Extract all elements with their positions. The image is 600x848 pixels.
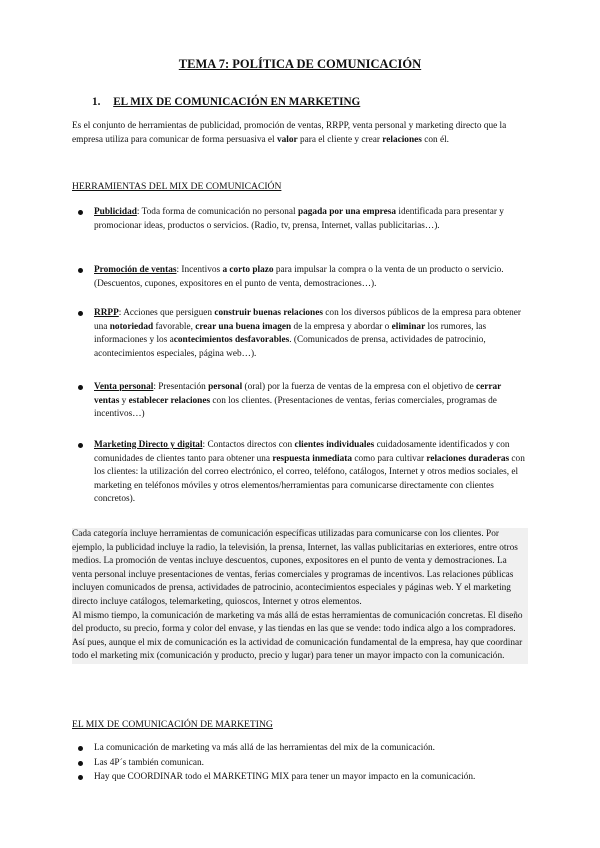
bullet-icon (78, 210, 83, 215)
mix-bullet: La comunicación de marketing va más allá de las herramientas del mix de la comunicación. (72, 742, 528, 756)
bullet-icon (78, 443, 83, 448)
shaded-paragraph-1: Cada categoría incluye herramientas de comunicación específicas utilizadas para comunicarse con los clientes. Por ejemplo, la publicidad incluye la radio, la televisión, la prensa, Internet, las vallas publicitarias en exteriores, entre otros medios. La promoción de ventas incluye descuentos, cupones, expositores en el punto de venta y demostraciones. La venta personal incluye presentaciones de ventas, ferias comerciales y programas de incentivos. Las relaciones públicas incluyen comunicados de prensa, actividades de patrocinio, acontecimientos especiales y páginas web. Y el marketing directo incluye catálogos, telemarketing, quioscos, Internet y otros elementos. (72, 529, 518, 607)
mix-bullet: Las 4P´s también comunican. (72, 757, 528, 771)
page-title: TEMA 7: POLÍTICA DE COMUNICACIÓN (178, 57, 422, 71)
highlighted-text-block (72, 528, 528, 664)
bullet-icon (78, 761, 83, 766)
tool-publicidad: Publicidad: Toda forma de comunicación no personal pagada por una empresa identificada para presentar y promocionar ideas, productos o servicios. (Radio, tv, prensa, Internet, vallas publicitarias…). (72, 206, 528, 233)
mix-bullet: Hay que COORDINAR todo el MARKETING MIX para tener un mayor impacto en la comunicación. (72, 771, 528, 785)
intro-paragraph: Es el conjunto de herramientas de publicidad, promoción de ventas, RRPP, venta personal y marketing directo que la empresa utiliza para comunicar de forma persuasiva el valor para el cliente y crear relaciones con él. (72, 121, 507, 145)
bullet-icon (78, 385, 83, 390)
section-title: EL MIX DE COMUNICACIÓN EN MARKETING (113, 96, 361, 108)
section-heading (92, 96, 360, 110)
tool-marketing-directo: Marketing Directo y digital: Contactos directos con clientes individuales cuidadosamente identificados y con comunidades de clientes tanto para obtener una respuesta inmediata como para cultivar relaciones duraderas con los clientes: la utilización del correo electrónico, el correo, teléfono, catálogos, Internet y otros medios sociales, el marketing en teléfonos móviles y otros elementos/herramientas para comunicarse directamente con clientes concretos). (72, 439, 528, 507)
tool-promocion-ventas: Promoción de ventas: Incentivos a corto plazo para impulsar la compra o la venta de un producto o servicio. (Descuentos, cupones, expositores en el punto de venta, demostraciones…). (72, 264, 528, 291)
tool-rrpp: RRPP: Acciones que persiguen construir buenas relaciones con los diversos públicos de la empresa para obtener una notoriedad favorable, crear una buena imagen de la empresa y abordar o eliminar los rumores, las informaciones y los acontecimientos desfavorables. (Comunicados de prensa, actividades de patrocinio, acontecimientos especiales, página web…). (72, 307, 528, 361)
bullet-icon (78, 746, 83, 751)
mix-heading: EL MIX DE COMUNICACIÓN DE MARKETING (72, 719, 273, 730)
tool-venta-personal: Venta personal: Presentación personal (oral) por la fuerza de ventas de la empresa con el objetivo de cerrar ventas y establecer relaciones con los clientes. (Presentaciones de ventas, ferias comerciales, programas de incentivos…) (72, 381, 528, 422)
section-number: 1. (92, 96, 101, 108)
bullet-icon (78, 775, 83, 780)
bullet-icon (78, 268, 83, 273)
mix-list (72, 742, 528, 786)
shaded-paragraph-2: Al mismo tiempo, la comunicación de marketing va más allá de estas herramientas de comunicación concretas. El diseño del producto, su precio, forma y color del envase, y las tiendas en las que se vende: todo indica algo a los compradores. Así pues, aunque el mix de comunicación es la actividad de comunicación fundamental de la empresa, hay que coordinar todo el marketing mix (comunicación y producto, precio y lugar) para tener un mayor impacto con la comunicación. (72, 610, 523, 662)
bullet-icon (78, 311, 83, 316)
tools-heading: HERRAMIENTAS DEL MIX DE COMUNICACIÓN (72, 181, 282, 192)
